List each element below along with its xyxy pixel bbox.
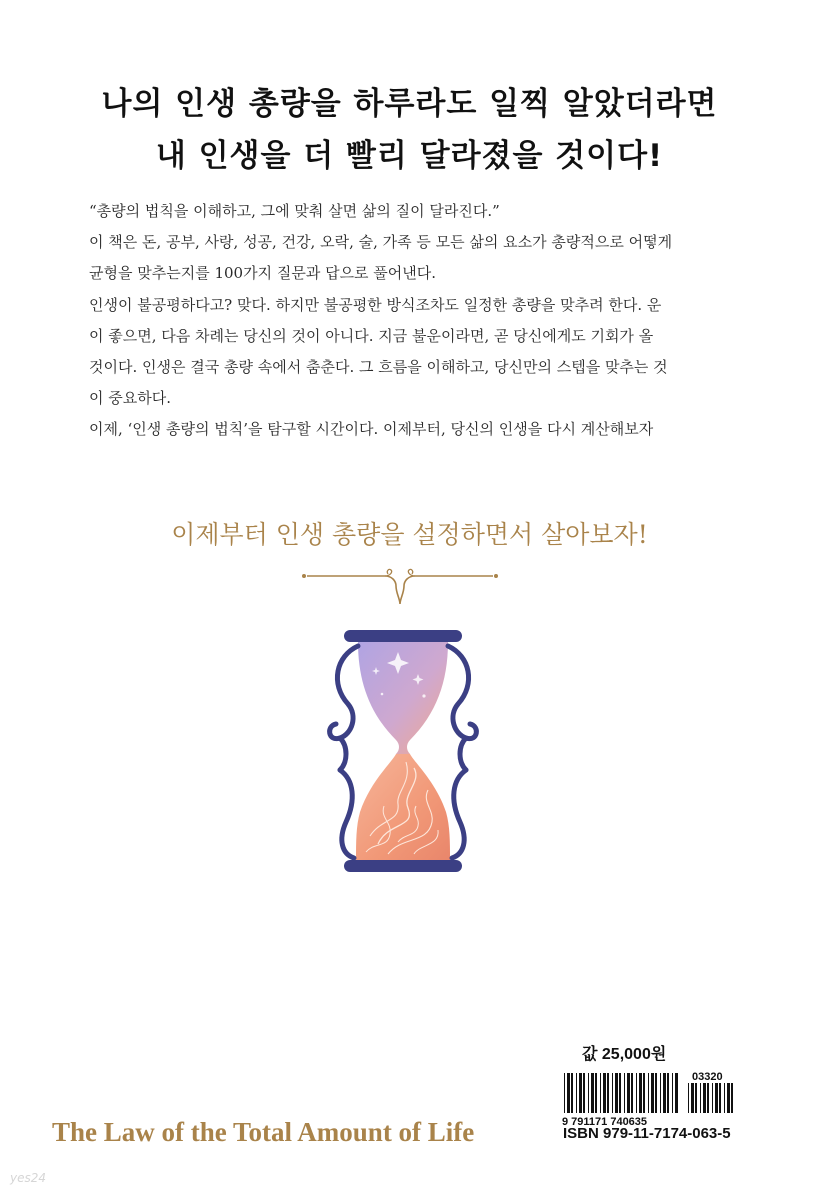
body-line: 이 책은 돈, 공부, 사랑, 성공, 건강, 오락, 술, 가족 등 모든 삶의 요소가 총량적으로 어떻게	[89, 233, 673, 252]
hourglass-icon	[318, 622, 488, 884]
body-text	[89, 196, 739, 446]
body-line: 균형을 맞추는지를 100가지 질문과 답으로 풀어낸다.	[89, 264, 437, 283]
subhead: 이제부터 인생 총량을 설정하면서 살아보자!	[171, 520, 648, 549]
body-line: 것이다. 인생은 결국 총량 속에서 춤춘다. 그 흐름을 이해하고, 당신만의 스텝을 맞추는 것	[89, 358, 668, 377]
body-line: 인생이 불공평하다고? 맞다. 하지만 불공평한 방식조차도 일정한 총량을 맞추려 한다. 운	[89, 295, 662, 314]
ornament-divider-icon	[300, 566, 500, 606]
headline-line-1: 나의 인생 총량을 하루라도 일찍 알았더라면	[101, 86, 718, 122]
price-label: 값 25,000원	[582, 1046, 667, 1063]
body-line: “총량의 법칙을 이해하고, 그에 맞춰 살면 삶의 질이 달라진다.”	[89, 202, 500, 220]
headline	[0, 78, 819, 182]
barcode	[560, 1071, 740, 1127]
watermark: yes24	[10, 1171, 47, 1185]
body-line: 이제, ‘인생 총량의 법칙’을 탐구할 시간이다. 이제부터, 당신의 인생을 다시 계산해보자	[89, 420, 654, 439]
english-title: The Law of the Total Amount of Life	[52, 1117, 475, 1147]
barcode-bars	[564, 1073, 678, 1113]
barcode-addon-number: 03320	[692, 1071, 723, 1083]
barcode-addon-bars	[688, 1083, 733, 1113]
isbn-label: ISBN 979-11-7174-063-5	[563, 1125, 731, 1142]
barcode-number: 9 791171 740635	[562, 1116, 648, 1127]
body-line: 이 중요하다.	[89, 389, 171, 408]
headline-line-2: 내 인생을 더 빨리 달라졌을 것이다!	[155, 138, 664, 174]
body-line: 이 좋으면, 다음 차례는 당신의 것이 아니다. 지금 불운이라면, 곧 당신에게도 기회가 올	[89, 326, 654, 345]
